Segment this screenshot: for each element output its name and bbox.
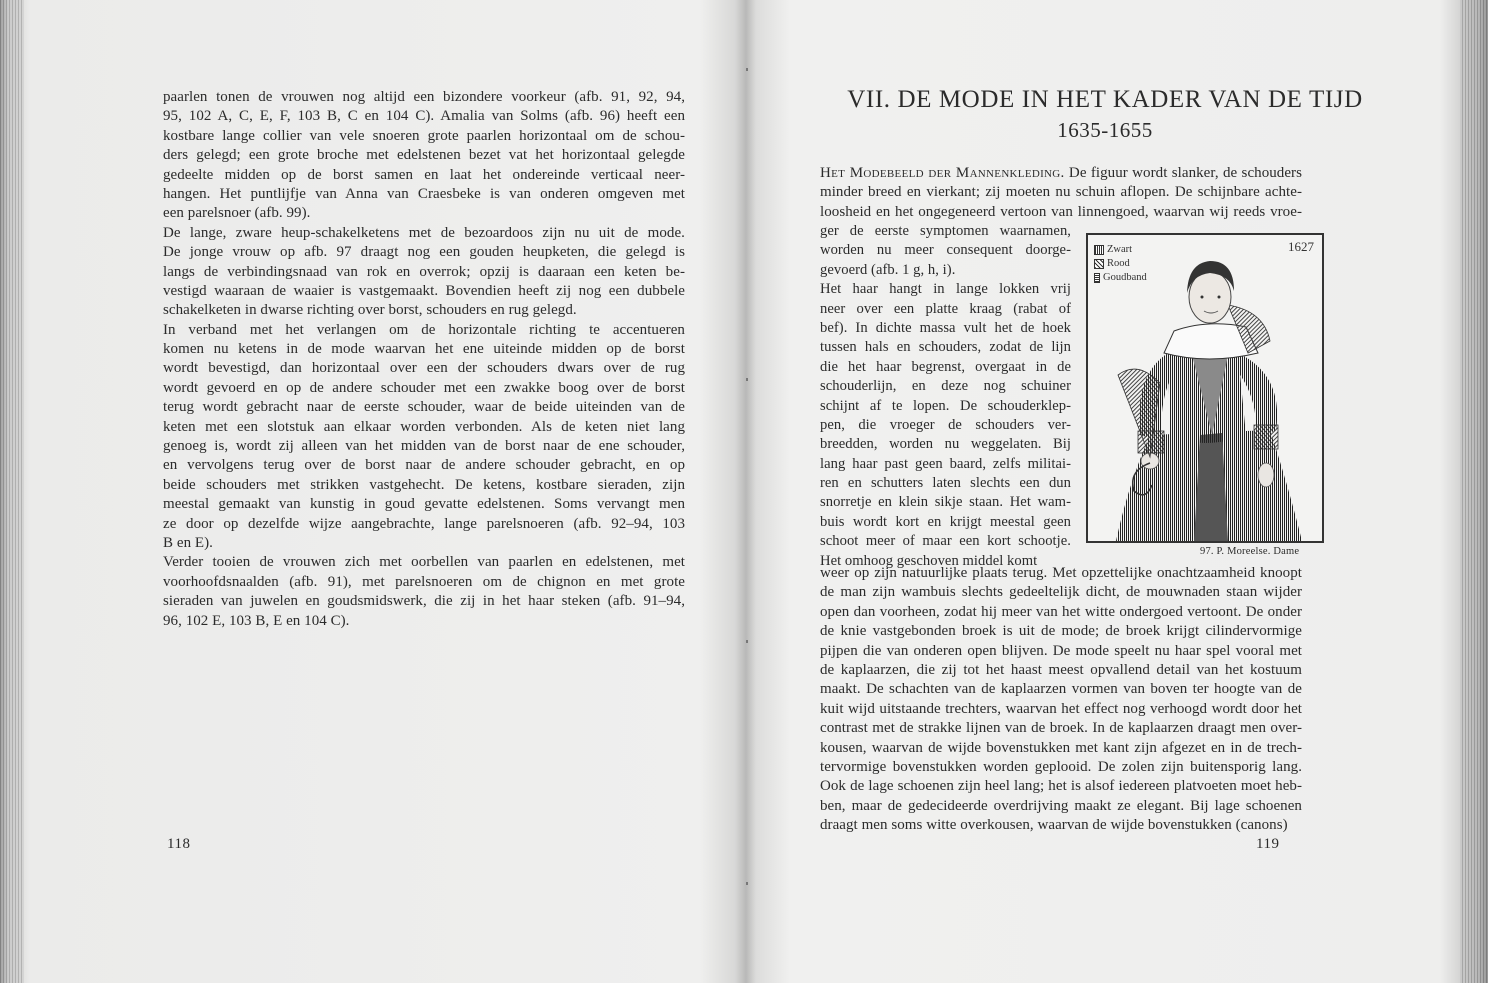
text-line: ger de eerste symptomen waarnamen, [820,223,1071,239]
text-line: De lange, zware heup-schakelketens met de bezoardoos zijn nu uit de mode. [163,224,685,241]
text-line: tervormige bovenstukken worden geplooid. De zolen zijn buitensporig lang. [820,758,1302,775]
text-line: open dan voorheen, zodat hij meer van het witte ondergoed vertoont. De onder [820,603,1302,620]
text-line: 96, 102 E, 103 B, E en 104 C). [163,612,350,629]
right-page-wrapped-text [820,222,1071,571]
text-line: buis wordt kort en krijgt meestal geen [820,513,1071,530]
text-line: gedeelte midden op de borst samen en laat het ondereinde verticaal neer- [163,166,685,183]
text-line: wordt bevestigd, dan horizontaal over een der schouders dwars over de rug [163,360,685,377]
text-line: gevoerd (afb. 1 g, h, i). [820,261,956,278]
text-line: de kaplaarzen, die zij tot het haast meest opvallend detail van het kostuum [820,661,1302,678]
text-line [820,164,1302,183]
figure-caption: 97. P. Moreelse. Dame [1200,546,1300,557]
text-line: draagt men soms witte overkousen, waarvan de wijde bovenstukken (canons) [820,817,1288,834]
text-line: weer op zijn natuurlijke plaats terug. Met opzettelijke onachtzaamheid knoopt [820,565,1302,581]
right-page-body [820,564,1302,835]
figure-legend [1094,243,1147,285]
text-line: schijnt af te lopen. De schouderklep- [820,397,1071,414]
gutter-mark [746,378,748,381]
text-line: Ook de lage schoenen zijn heel lang; het is alsof iedereen platvoeten moet heb- [820,778,1302,795]
text-line: ders gelegd; een grote broche met edelstenen bezet vat het horizontaal gelegde [163,147,685,164]
page-number-left: 118 [167,836,191,852]
text-line: terug wordt gebracht naar de eerste schouder, waar de beide uiteinden van de [163,399,685,416]
swatch-icon [1094,273,1100,283]
text-line: en vervolgens terug over de borst naar de andere schouder gebracht, en op [163,457,685,474]
text-line: bef). In dichte massa vult het de hoek [820,319,1071,336]
text-line: kuit wijd uitstaande trechters, waarvan het effect nog verhoogd wordt door het [820,700,1302,717]
legend-item-gold [1094,271,1147,285]
text-line: snorretje en klein sikje staan. Het wam- [820,494,1071,511]
text-line: paarlen tonen de vrouwen nog altijd een bizondere voorkeur (afb. 91, 92, 94, [163,89,685,105]
text-line: lang haar past geen baard, zelfs militai- [820,455,1071,472]
text-line: minder breed en vierkant; zij moeten nu schuin aflopen. De schijnbare achte- [820,184,1302,201]
text-line: B en E). [163,534,213,551]
text-line: loosheid en het ongegeneerd vertoon van linnengoed, waarvan wij reeds vroe- [820,203,1302,220]
text-line: contrast met de strakke lijnen van de broek. In de kaplaarzen draagt men over- [820,720,1302,737]
text-line: breedden, worden nu weggelaten. Bij [820,436,1071,453]
text-line: voorhoofdsnaalden (afb. 91), met parelsnoeren om de chignon en met grote [163,573,685,590]
text-line: meestal gemaakt van kunstig in goud gevatte edelstenen. Soms vervangt men [163,496,685,513]
text-line: Het haar hangt in lange lokken vrij [820,281,1071,298]
text-line: langs de verbindingsnaad van rok en overrok; opzij is daaraan een keten be- [163,263,685,280]
text-line: sieraden van juwelen en goudsmidswerk, die zij in het haar steken (afb. 91–94, [163,593,685,610]
left-page-body [163,88,685,631]
text-line: ren en schutters laten slechts een dun [820,475,1071,492]
text-line: beide schouders met strikken vastgehecht. De ketens, kostbare sieraden, zijn [163,476,685,493]
swatch-icon [1094,259,1104,269]
text-line: de man zijn wambuis slechts gedeeltelijk dicht, de mouwnaden staan wijder [820,584,1302,601]
text-line: vestigd waaraan de waaier is vastgemaakt. Bovendien heeft zij nog een dubbele [163,282,685,299]
text-line: komen nu ketens in de mode waarvan het ene uiteinde midden op de borst [163,341,685,358]
figure-year: 1627 [1288,239,1314,254]
chapter-years: 1635-1655 [1057,118,1153,142]
text-line: schakelketen in dwarse richting over borst, schouders en rug gelegd. [163,302,577,319]
page-edges-left [0,0,24,983]
page-number-right: 119 [1256,836,1280,852]
text-line: kousen, waarvan de wijde bovenstukken met kant zijn afgezet en in de trech- [820,739,1302,756]
text-line: kostbare lange collier van vele snoeren grote paarlen horizontaal om de schou- [163,127,685,144]
text-line: pen, die vroeger de schouders ver- [820,416,1071,433]
gutter-mark [746,882,748,885]
text-line: ben, maar de gedecideerde overdrijving maakt ze elegant. Bij lage schoenen [820,797,1302,814]
text-line: schoot meer of maar een kort schootje. [820,533,1071,550]
right-page-intro [820,164,1302,222]
text-line: een parelsnoer (afb. 99). [163,205,311,222]
text-line: In verband met het verlangen om de horizontale richting te accentueren [163,321,685,338]
swatch-icon [1094,245,1104,255]
legend-label: Rood [1107,258,1130,269]
text-line: hangen. Het puntlijfje van Anna van Craesbeke is van onderen omgeven met [163,185,685,202]
text-line: schouderlijn, en deze nog schuiner [820,378,1071,395]
text-line: tussen hals en schouders, zodat de lijn [820,339,1071,356]
legend-label: Goudband [1103,272,1147,283]
page-edges-right [1460,0,1488,983]
text-line: die het haar begrenst, overgaat in de [820,358,1071,375]
text-line: De jonge vrouw op afb. 97 draagt nog een gouden heupketen, die gelegd is [163,244,685,261]
text-line: keten met een slotstuk aan elkaar worden verbonden. Als de keten niet lang [163,418,685,435]
text-line: Het omhoog geschoven middel komt [820,552,1038,569]
gutter-mark [746,640,748,643]
text-line: 95, 102 A, C, E, F, 103 B, C en 104 C). Amalia van Solms (afb. 96) heeft een [163,108,685,125]
chapter-title: VII. DE MODE IN HET KADER VAN DE TIJD [847,86,1363,113]
text-line: Verder tooien de vrouwen zich met oorbellen van paarlen en edelstenen, met [163,554,685,571]
text-line: neer over een platte kraag (rabat of [820,300,1071,317]
text-line: pijpen die van onderen open blijven. De mode speelt nu haar spel vooral met [820,642,1302,659]
figure-portrait [1086,233,1324,543]
section-heading: Het Modebeeld der Mannenkleding. [820,165,1065,181]
legend-label: Zwart [1107,244,1133,255]
gutter-mark [746,68,748,71]
text-line: ze door op dezelfde wijze aangebrachte, lange parelsnoeren (afb. 92–94, 103 [163,515,685,532]
text-line: maakt. De schachten van de kaplaarzen vormen van boven ter hoogte van de [820,681,1302,698]
legend-item-black [1094,243,1147,257]
text-line: worden nu meer consequent doorge- [820,242,1071,259]
text-line-fragment: De figuur wordt slanker, de schouders [1064,165,1302,181]
legend-item-red [1094,257,1147,271]
text-line: de knie vastgebonden broek is uit de mode; de broek krijgt cilindervormige [820,623,1302,640]
text-line: genoeg is, wordt zij alleen van het midden van de borst naar de ene schouder, [163,438,685,455]
text-line: wordt gevoerd en op de andere schouder met een zwakke boog over de borst [163,379,685,396]
